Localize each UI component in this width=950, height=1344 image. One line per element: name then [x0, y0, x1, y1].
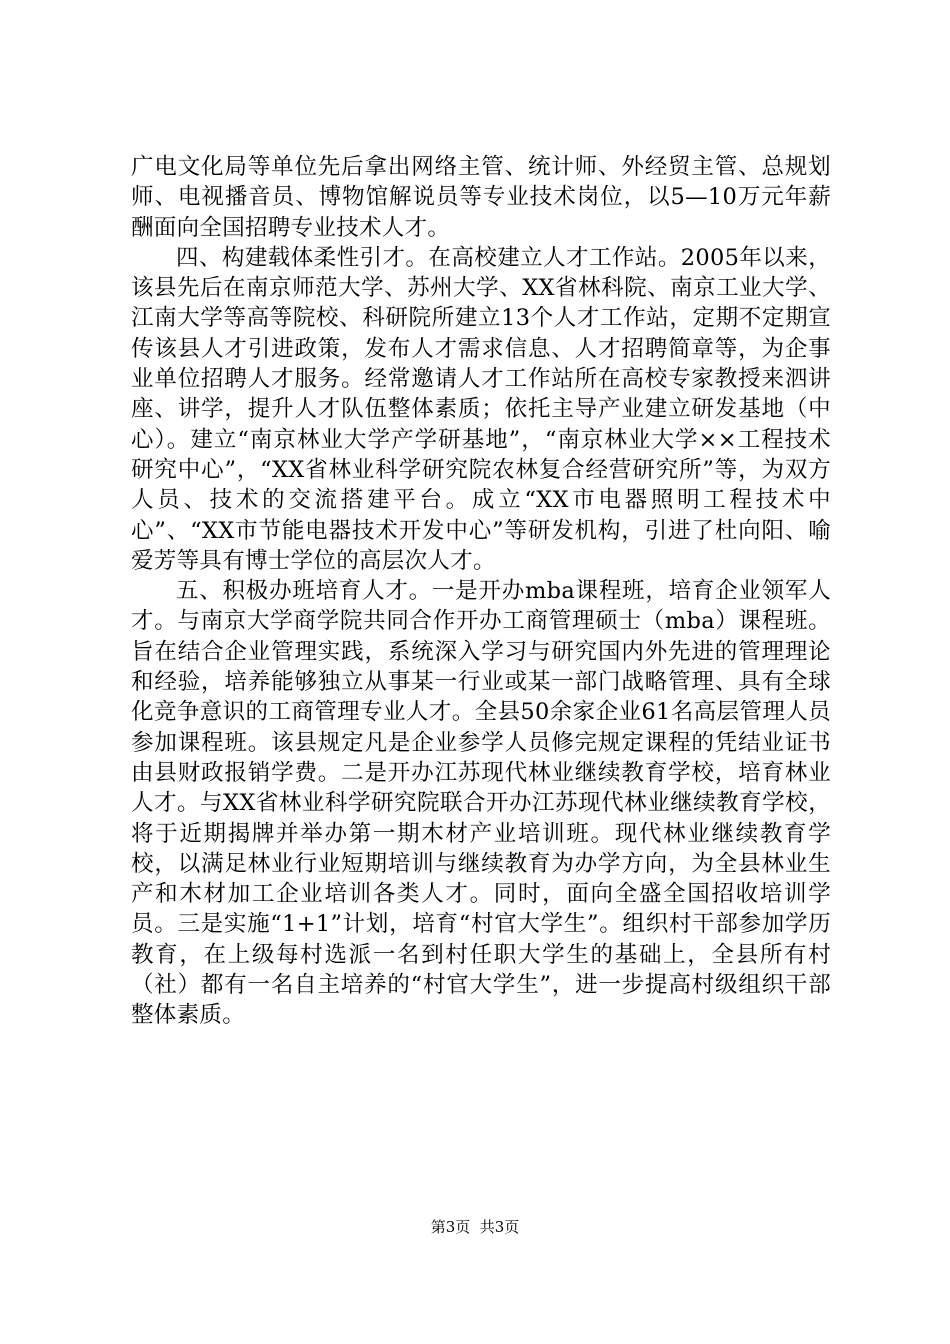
- paragraph-1: 广电文化局等单位先后拿出网络主管、统计师、外经贸主管、总规划师、电视播音员、博物馆解说员等专业技术岗位，以5—10万元年薪酬面向全国招聘专业技术人才。: [131, 154, 831, 241]
- document-body: [131, 152, 831, 1031]
- paragraph-3: 五、积极办班培育人才。一是开办mba课程班，培育企业领军人才。与南京大学商学院共同合作开办工商管理硕士（mba）课程班。旨在结合企业管理实践，系统深入学习与研究国内外先进的管理理论和经验，培养能够独立从事某一行业或某一部门战略管理、具有全球化竞争意识的工商管理专业人才。全县50余家企业61名高层管理人员参加课程班。该县规定凡是企业参学人员修完规定课程的凭结业证书由县财政报销学费。二是开办江苏现代林业继续教育学校，培育林业人才。与XX省林业科学研究院联合开办江苏现代林业继续教育学校，将于近期揭牌并举办第一期木材产业培训班。现代林业继续教育学校，以满足林业行业短期培训与继续教育为办学方向，为全县林业生产和木材加工企业培训各类人才。同时，面向全盛全国招收培训学员。三是实施“1+1”计划，培育“村官大学生”。组织村干部参加学历教育，在上级每村选派一名到村任职大学生的基础上，全县所有村（社）都有一名自主培养的“村官大学生”，进一步提高村级组织干部整体素质。: [131, 578, 831, 1029]
- paragraph-2: 四、构建载体柔性引才。在高校建立人才工作站。2005年以来，该县先后在南京师范大学、苏州大学、XX省林科院、南京工业大学、江南大学等高等院校、科研院所建立13个人才工作站，定期不定期宣传该县人才引进政策，发布人才需求信息、人才招聘简章等，为企事业单位招聘人才服务。经常邀请人才工作站所在高校专家教授来泗讲座、讲学，提升人才队伍整体素质；依托主导产业建立研发基地（中心）。建立“南京林业大学产学研基地”，“南京林业大学××工程技术研究中心”，“XX省林业科学研究院农林复合经营研究所”等，为双方人员、技术的交流搭建平台。成立“XX市电器照明工程技术中心”、“XX市节能电器技术开发中心”等研发机构，引进了杜向阳、喻爱芳等具有博士学位的高层次人才。: [131, 244, 831, 574]
- page-footer: 第3页 共3页: [430, 1218, 520, 1236]
